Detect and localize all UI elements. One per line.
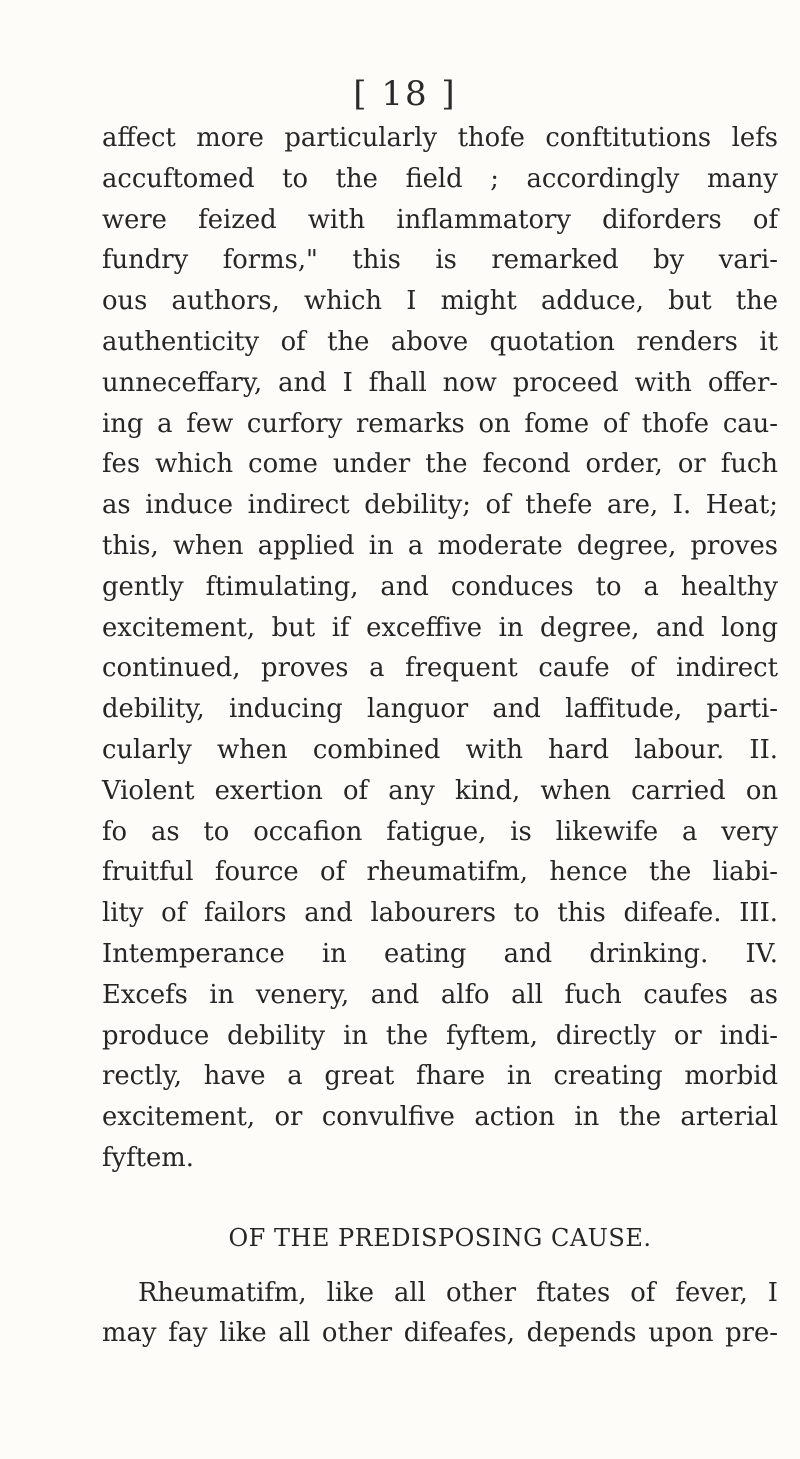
text-line: fo as to occafion fatigue, is likewife a very <box>102 816 778 847</box>
text-line: fruitful fource of rheumatifm, hence the liabi- <box>102 857 778 888</box>
text-line: authenticity of the above quotation renders it <box>102 326 778 357</box>
text-line: continued, proves a frequent caufe of indirect <box>102 653 778 684</box>
page-number: [ 18 ] <box>353 74 457 114</box>
text-line: fundry forms," this is remarked by vari- <box>102 245 778 276</box>
text-line: Intemperance in eating and drinking. IV. <box>102 938 778 969</box>
text-line: this, when applied in a moderate degree, proves <box>102 530 778 561</box>
paragraph-2 <box>102 1273 778 1355</box>
text-line: Rheumatifm, like all other ftates of fever, I <box>138 1277 778 1308</box>
text-line: were feized with inflammatory diforders of <box>102 204 778 235</box>
text-line: produce debility in the fyftem, directly or indi- <box>102 1020 778 1051</box>
text-line: ing a few curfory remarks on fome of thofe cau- <box>102 408 778 439</box>
section-heading: OF THE PREDISPOSING CAUSE. <box>228 1223 652 1252</box>
text-line: rectly, have a great fhare in creating morbid <box>102 1061 778 1092</box>
text-line: excitement, or convulfive action in the arterial <box>102 1102 778 1133</box>
text-line: gently ftimulating, and conduces to a healthy <box>102 571 778 602</box>
text-line: Violent exertion of any kind, when carried on <box>102 775 778 806</box>
paragraph-1 <box>102 118 778 1179</box>
text-line: cularly when combined with hard labour. II. <box>102 734 778 765</box>
page-body <box>102 118 778 1354</box>
text-line: debility, inducing languor and laffitude, parti- <box>102 694 778 725</box>
text-line: fes which come under the fecond order, or fuch <box>102 449 778 480</box>
text-line: as induce indirect debility; of thefe are, I. Heat; <box>102 490 778 521</box>
text-line: lity of failors and labourers to this difeafe. III. <box>102 898 778 929</box>
text-line: accuftomed to the field ; accordingly many <box>102 163 778 194</box>
text-line: affect more particularly thofe conftitutions lefs <box>102 123 778 153</box>
text-line: ous authors, which I might adduce, but the <box>102 286 778 317</box>
text-line: may fay like all other difeafes, depends upon pre- <box>102 1318 778 1349</box>
text-line: Excefs in venery, and alfo all fuch caufes as <box>102 979 778 1010</box>
text-line: excitement, but if exceffive in degree, and long <box>102 612 778 643</box>
text-line: unneceffary, and I fhall now proceed with offer- <box>102 367 778 398</box>
text-line: fyftem. <box>102 1142 194 1173</box>
